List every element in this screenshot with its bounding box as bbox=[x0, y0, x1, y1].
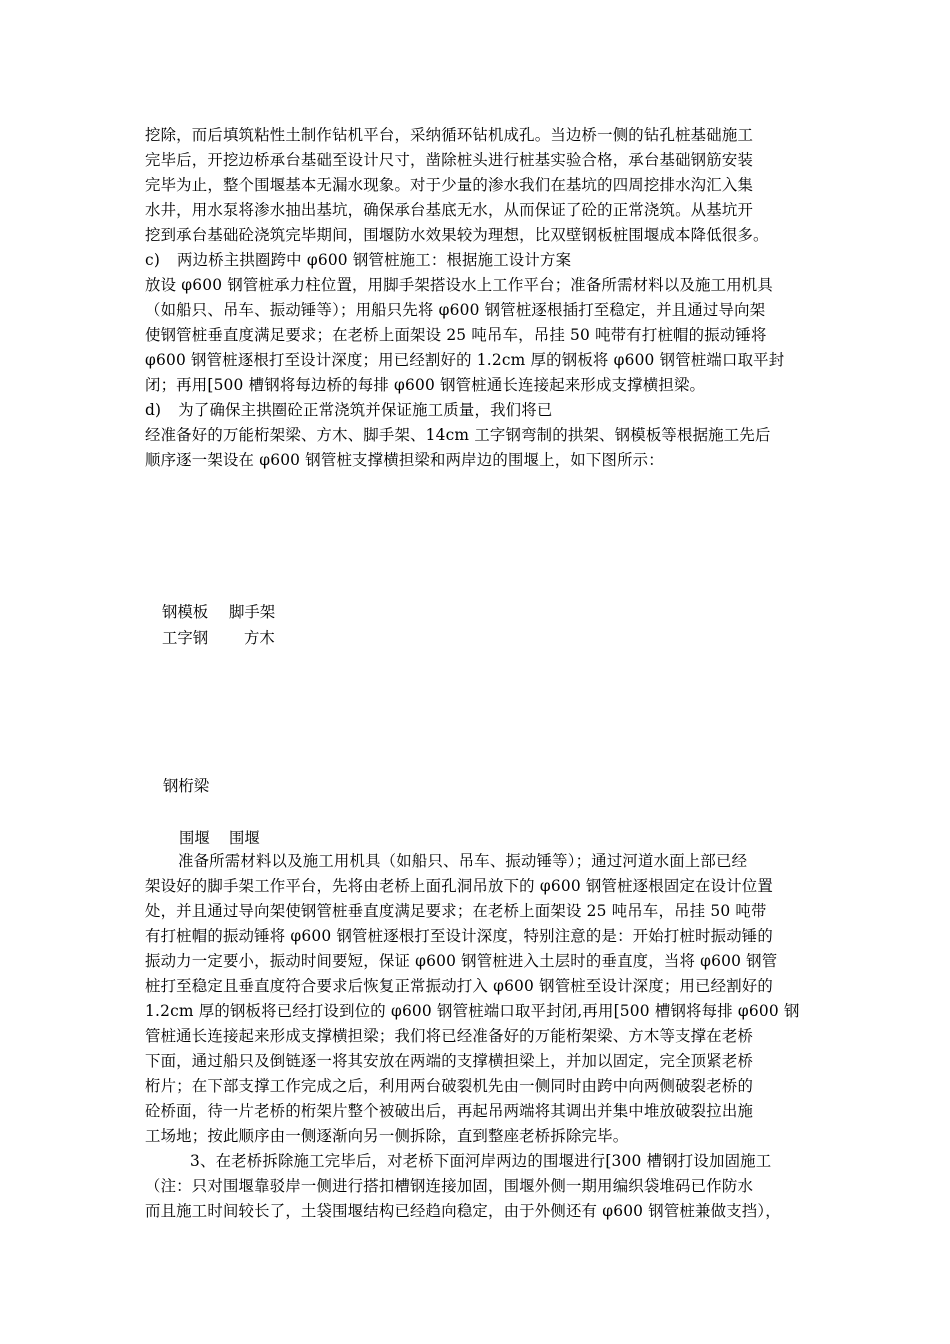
figure-label-cofferdam-left: 围堰 bbox=[179, 829, 210, 847]
text-line: 桁片；在下部支撑工作完成之后，利用两台破裂机先由一侧同时由跨中向两侧破裂老桥的 bbox=[145, 1077, 754, 1095]
text-line: φ600 钢管桩逐根打至设计深度；用已经割好的 1.2cm 厚的钢板将 φ600 钢管桩端口取平封 bbox=[145, 351, 785, 369]
text-line: 处，并且通过导向架使钢管桩垂直度满足要求；在老桥上面架设 25 吨吊车，吊挂 50 吨带 bbox=[145, 902, 767, 920]
list-item-c-heading bbox=[145, 248, 571, 272]
text-line: 放设 φ600 钢管桩承力柱位置，用脚手架搭设水上工作平台；准备所需材料以及施工用机具 bbox=[145, 276, 773, 294]
text-line: 完毕为止，整个围堰基本无漏水现象。对于少量的渗水我们在基坑的四周挖排水沟汇入集 bbox=[145, 176, 754, 194]
list-marker: d) bbox=[145, 401, 162, 419]
text-line: 1.2cm 厚的钢板将已经打设到位的 φ600 钢管桩端口取平封闭,再用[500 槽钢将每排 φ600 钢 bbox=[145, 1002, 800, 1020]
text-line: 管桩通长连接起来形成支撑横担梁；我们将已经准备好的万能桁架梁、方木等支撑在老桥 bbox=[145, 1027, 754, 1045]
figure-label-scaffold: 脚手架 bbox=[229, 603, 276, 621]
figure-label-timber: 方木 bbox=[244, 629, 275, 647]
list-heading-text: 两边桥主拱圈跨中 φ600 钢管桩施工：根据施工设计方案 bbox=[177, 251, 572, 269]
figure-label-cofferdam-right: 围堰 bbox=[229, 829, 260, 847]
text-line: 有打桩帽的振动锤将 φ600 钢管桩逐根打至设计深度，特别注意的是：开始打桩时振动锤的 bbox=[145, 927, 773, 945]
text-line: 水井，用水泵将渗水抽出基坑，确保承台基底无水，从而保证了砼的正常浇筑。从基坑开 bbox=[145, 201, 754, 219]
text-line: （如船只、吊车、振动锤等）；用船只先将 φ600 钢管桩逐根插打至稳定，并且通过导向架 bbox=[145, 301, 766, 319]
list-heading-text: 为了确保主拱圈砼正常浇筑并保证施工质量，我们将已 bbox=[178, 401, 553, 419]
text-line: 闭；再用[500 槽钢将每边桥的每排 φ600 钢管桩通长连接起来形成支撑横担梁。 bbox=[145, 376, 706, 394]
text-line: 而且施工时间较长了，土袋围堰结构已经趋向稳定，由于外侧还有 φ600 钢管桩兼做支挡）， bbox=[145, 1202, 781, 1220]
figure-label-i-beam: 工字钢 bbox=[162, 629, 209, 647]
text-line: 使钢管桩垂直度满足要求；在老桥上面架设 25 吨吊车，吊挂 50 吨带有打桩帽的振动锤将 bbox=[145, 326, 767, 344]
text-line: 挖除，而后填筑粘性土制作钻机平台，采纳循环钻机成孔。当边桥一侧的钻孔桩基础施工 bbox=[145, 126, 754, 144]
text-line: （注：只对围堰靠驳岸一侧进行搭扣槽钢连接加固，围堰外侧一期用编织袋堆码已作防水 bbox=[145, 1177, 754, 1195]
list-item-d-heading bbox=[145, 398, 552, 422]
text-line: 顺序逐一架设在 φ600 钢管桩支撑横担梁和两岸边的围堰上，如下图所示： bbox=[145, 451, 664, 469]
text-line: 桩打至稳定且垂直度符合要求后恢复正常振动打入 φ600 钢管桩至设计深度；用已经割好的 bbox=[145, 977, 773, 995]
text-line: 经准备好的万能桁架梁、方木、脚手架、14cm 工字钢弯制的拱架、钢模板等根据施工先后 bbox=[145, 426, 771, 444]
text-line: 挖到承台基础砼浇筑完毕期间，围堰防水效果较为理想，比双壁钢板桩围堰成本降低很多。 bbox=[145, 226, 769, 244]
text-line: 下面，通过船只及倒链逐一将其安放在两端的支撑横担梁上，并加以固定，完全顶紧老桥 bbox=[145, 1052, 754, 1070]
text-line: 砼桥面，待一片老桥的桁架片整个被破出后，再起吊两端将其调出并集中堆放破裂拉出施 bbox=[145, 1102, 754, 1120]
text-line: 完毕后，开挖边桥承台基础至设计尺寸，凿除桩头进行桩基实验合格，承台基础钢筋安装 bbox=[145, 151, 754, 169]
figure-label-truss: 钢桁梁 bbox=[163, 777, 210, 795]
text-line: 准备所需材料以及施工用机具（如船只、吊车、振动锤等）；通过河道水面上部已经 bbox=[178, 852, 748, 870]
text-line: 振动力一定要小，振动时间要短，保证 φ600 钢管桩进入土层时的垂直度，当将 φ600 钢管 bbox=[145, 952, 778, 970]
text-line: 架设好的脚手架工作平台，先将由老桥上面孔洞吊放下的 φ600 钢管桩逐根固定在设计位置 bbox=[145, 877, 773, 895]
figure-label-steel-formwork: 钢模板 bbox=[162, 603, 209, 621]
text-line: 3、在老桥拆除施工完毕后，对老桥下面河岸两边的围堰进行[300 槽钢打设加固施工 bbox=[190, 1152, 772, 1170]
list-marker: c) bbox=[145, 251, 161, 269]
text-line: 工场地；按此顺序由一侧逐渐向另一侧拆除，直到整座老桥拆除完毕。 bbox=[145, 1127, 629, 1145]
